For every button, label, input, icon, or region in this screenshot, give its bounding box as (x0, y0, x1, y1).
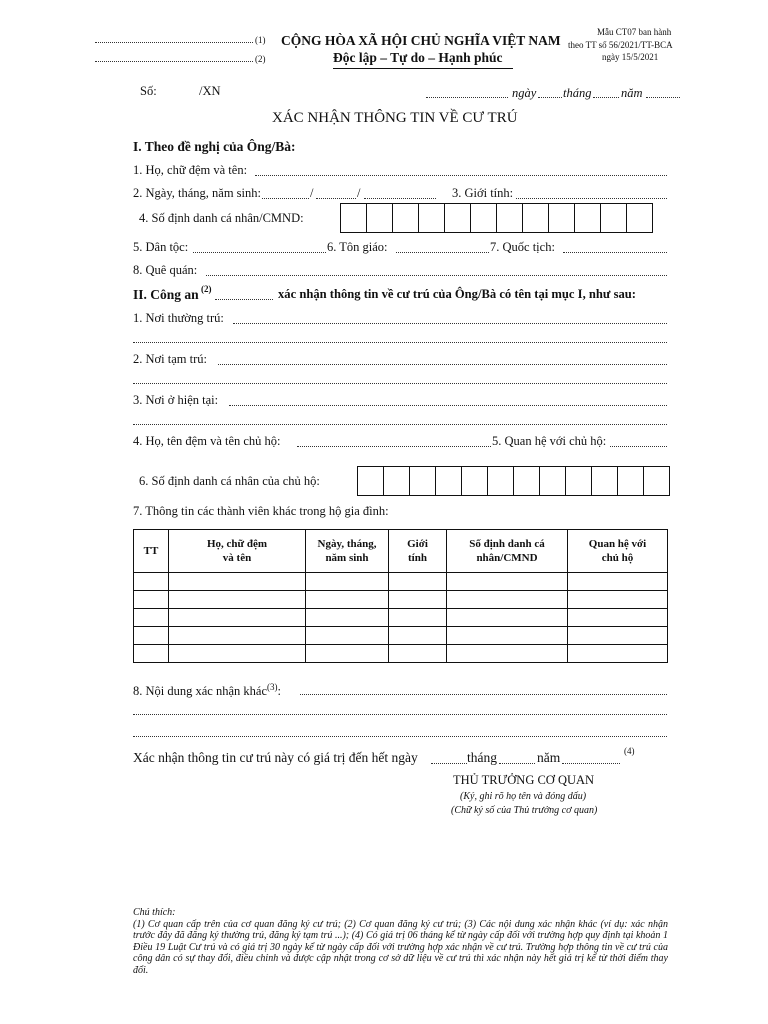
other-content-field-2[interactable] (133, 714, 667, 715)
number-suffix: /XN (199, 84, 221, 98)
table-row[interactable] (134, 645, 668, 663)
nationality-field[interactable] (563, 252, 667, 253)
section-2-heading-start: II. Công an (133, 287, 199, 302)
ethnicity-label: 5. Dân tộc: (133, 240, 189, 254)
col-dob: Ngày, tháng, năm sinh (306, 530, 389, 573)
digital-signature-note: (Chữ ký số của Thủ trưởng cơ quan) (451, 805, 598, 816)
ref-2: (2) (255, 54, 266, 64)
temporary-residence-field[interactable] (218, 364, 667, 365)
place-line[interactable] (426, 97, 508, 98)
id-number-label: 4. Số định danh cá nhân/CMND: (139, 211, 304, 225)
col-relation: Quan hệ với chủ hộ (568, 530, 668, 573)
agency-parent-line[interactable] (95, 42, 253, 43)
full-name-label: 1. Họ, chữ đệm và tên: (133, 163, 248, 177)
other-content-label: 8. Nội dung xác nhận khác$^{(3)}$: (133, 682, 281, 699)
motto: Độc lập – Tự do – Hạnh phúc (333, 50, 503, 65)
footnotes-heading: Chú thích: (133, 907, 176, 918)
document-title: XÁC NHẬN THÔNG TIN VỀ CƯ TRÚ (272, 110, 518, 126)
section-2-heading-end: xác nhận thông tin về cư trú của Ông/Bà có tên tại mục I, như sau: (278, 287, 636, 301)
agency-line[interactable] (95, 61, 253, 62)
current-residence-field-2[interactable] (133, 424, 667, 425)
dob-day-field[interactable] (262, 198, 309, 199)
religion-field[interactable] (396, 252, 489, 253)
country-name: CỘNG HÒA XÃ HỘI CHỦ NGHĨA VIỆT NAM (281, 33, 561, 48)
date-day[interactable] (538, 97, 562, 98)
other-content-field[interactable] (300, 694, 667, 695)
form-date: ngày 15/5/2021 (602, 52, 659, 62)
temporary-residence-label: 2. Nơi tạm trú: (133, 352, 207, 366)
col-name: Họ, chữ đệm và tên (169, 530, 306, 573)
table-row[interactable] (134, 627, 668, 645)
head-id-boxes[interactable] (357, 466, 670, 496)
motto-underline (333, 68, 513, 69)
validity-ref: (4) (624, 746, 635, 756)
current-residence-field[interactable] (229, 405, 667, 406)
relationship-label: 5. Quan hệ với chủ hộ: (492, 434, 607, 448)
current-residence-label: 3. Nơi ở hiện tại: (133, 393, 219, 407)
ref-1: (1) (255, 35, 266, 45)
household-head-label: 4. Họ, tên đệm và tên chủ hộ: (133, 434, 281, 448)
ethnicity-field[interactable] (193, 252, 326, 253)
full-name-field[interactable] (255, 175, 667, 176)
relationship-field[interactable] (610, 446, 667, 447)
date-day-label: ngày (512, 86, 537, 100)
date-month-label: tháng (563, 86, 592, 100)
members-table-header (134, 530, 668, 573)
table-row[interactable] (134, 609, 668, 627)
household-head-field[interactable] (297, 446, 491, 447)
validity-day[interactable] (431, 763, 467, 764)
hometown-label: 8. Quê quán: (133, 263, 198, 277)
date-year-label: năm (621, 86, 643, 100)
signature-area[interactable] (430, 822, 650, 902)
form-code: Mẫu CT07 ban hành (597, 27, 672, 37)
dob-sep-1: / (310, 186, 314, 200)
validity-year-label: năm (537, 750, 561, 765)
religion-label: 6. Tôn giáo: (327, 240, 388, 254)
members-table (133, 529, 668, 663)
dob-month-field[interactable] (316, 198, 356, 199)
nationality-label: 7. Quốc tịch: (490, 240, 555, 254)
members-label: 7. Thông tin các thành viên khác trong hộ gia đình: (133, 504, 389, 518)
validity-text: Xác nhận thông tin cư trú này có giá trị đến hết ngày (133, 750, 418, 765)
table-row[interactable] (134, 573, 668, 591)
signature-note: (Ký, ghi rõ họ tên và đóng dấu) (460, 791, 587, 802)
permanent-residence-field[interactable] (233, 323, 667, 324)
validity-month[interactable] (499, 763, 535, 764)
gender-label: 3. Giới tính: (452, 186, 514, 200)
other-content-field-3[interactable] (133, 736, 667, 737)
dob-year-field[interactable] (364, 198, 436, 199)
temporary-residence-field-2[interactable] (133, 383, 667, 384)
hometown-field[interactable] (206, 275, 667, 276)
permanent-residence-field-2[interactable] (133, 342, 667, 343)
id-number-boxes[interactable] (340, 203, 653, 233)
date-year[interactable] (646, 97, 680, 98)
section-1-heading: I. Theo đề nghị của Ông/Bà: (133, 139, 296, 154)
col-gender: Giới tính (389, 530, 447, 573)
signature-title: THỦ TRƯỞNG CƠ QUAN (453, 773, 595, 787)
col-tt: TT (134, 530, 169, 573)
gender-field[interactable] (516, 198, 667, 199)
dob-label: 2. Ngày, tháng, năm sinh: (133, 186, 261, 200)
col-id: Số định danh cá nhân/CMND (447, 530, 568, 573)
permanent-residence-label: 1. Nơi thường trú: (133, 311, 224, 325)
form-circular: theo TT số 56/2021/TT-BCA (568, 40, 673, 50)
head-id-label: 6. Số định danh cá nhân của chủ hộ: (139, 474, 320, 488)
footnotes-body: (1) Cơ quan cấp trên của cơ quan đăng ký cư trú; (2) Cơ quan đăng ký cư trú; (3) Các nội dung xác nhận khác (ví dụ: xác nhận trước đây đã đăng ký thường trú, đăng ký tạm trú ...); (4) Có giá trị 06 tháng kể từ ngày cấp đối với trường hợp quy định tại khoản 1 Điều 19 Luật Cư trú và có giá trị 30 ngày kể từ ngày cấp đối với trường hợp xác nhận về cư trú. Trường hợp thông tin về cư trú của công dân có sự thay đổi, điều chỉnh và được cập nhật trong cơ sở dữ liệu về cư trú thì xác nhận này hết giá trị kể từ thời điểm thay đổi. (133, 918, 668, 976)
dob-sep-2: / (357, 186, 361, 200)
table-row[interactable] (134, 591, 668, 609)
footnotes (133, 907, 668, 976)
police-unit-field[interactable] (215, 299, 273, 300)
validity-month-label: tháng (467, 750, 497, 765)
other-content-ref: (3) (267, 682, 278, 692)
section-2-ref: (2) (201, 284, 212, 294)
date-month[interactable] (593, 97, 619, 98)
number-label: Số: (140, 84, 157, 98)
validity-year[interactable] (562, 763, 620, 764)
